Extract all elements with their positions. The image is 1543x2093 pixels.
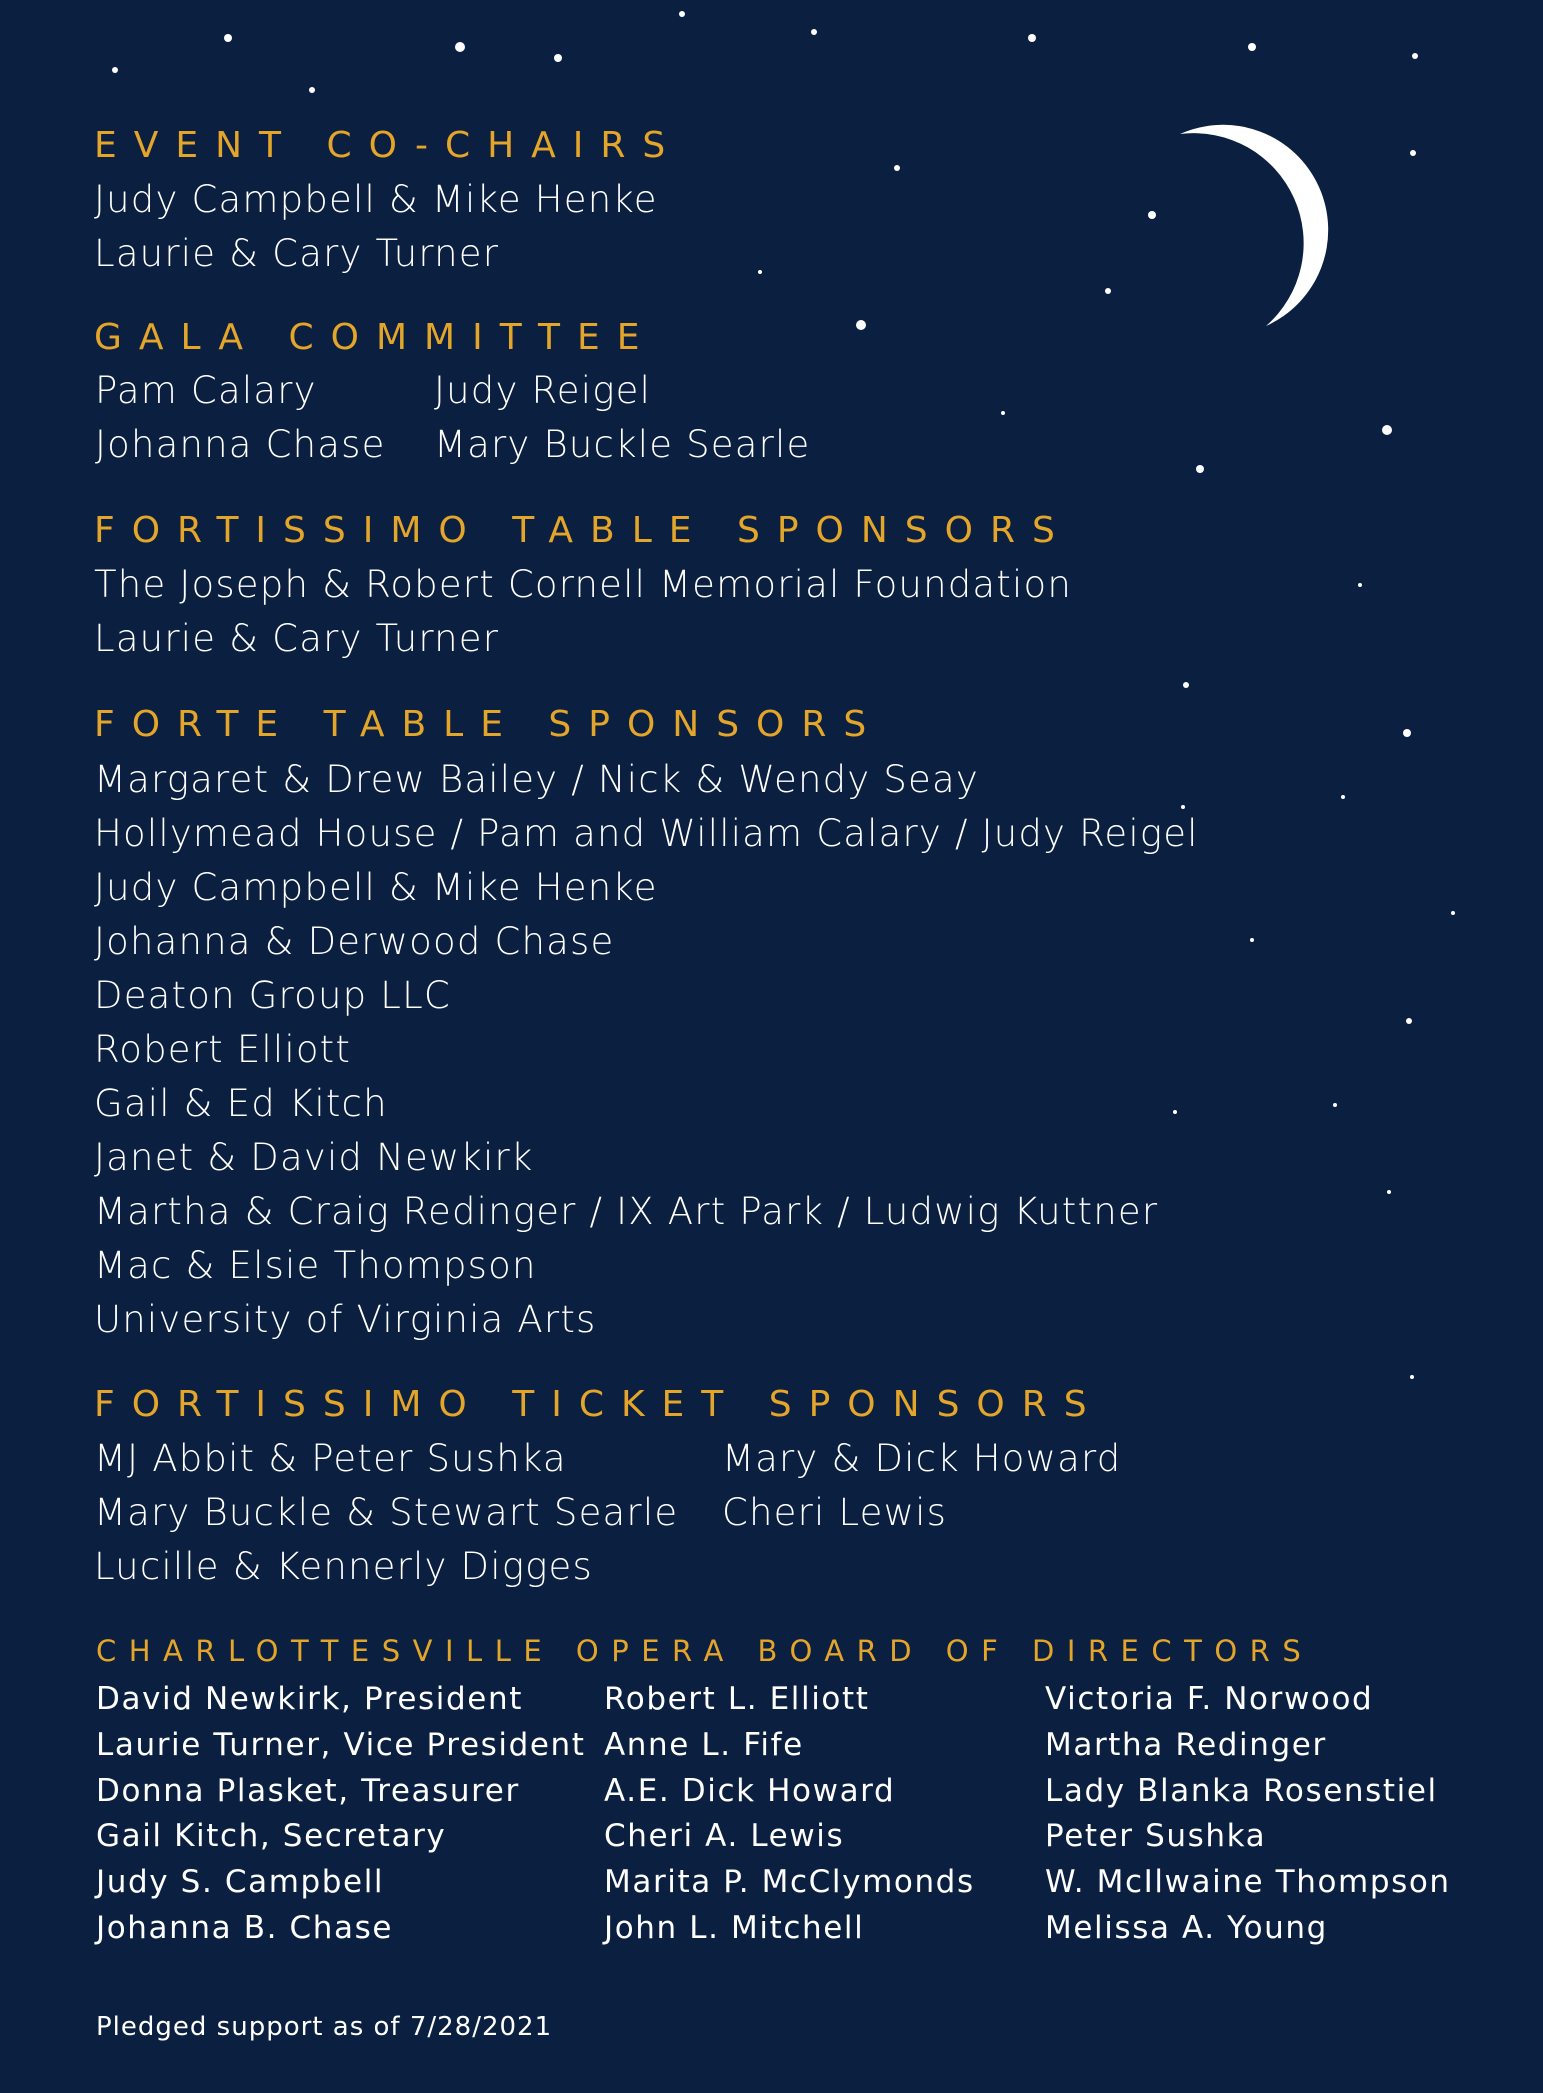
list-item: Anne L. Fife [604,1726,804,1763]
fortissimo-ticket-sponsors-col1 [94,1432,678,1594]
list-item: Victoria F. Norwood [1045,1681,1374,1717]
list-item: Judy Reigel [434,369,652,412]
list-item: Judy Campbell & Mike Henke [94,866,658,909]
gala-committee-col1 [95,364,386,472]
list-item: W. McIlwaine Thompson [1045,1864,1451,1901]
list-item: David Newkirk, President [96,1681,523,1717]
list-item: Mary Buckle Searle [434,423,811,466]
list-item: Mary & Dick Howard [722,1437,1122,1480]
forte-table-sponsors-list [94,753,1199,1347]
list-item: Melissa A. Young [1045,1909,1328,1946]
list-item: Martha Redinger [1045,1726,1327,1763]
list-item: Judy S. Campbell [96,1864,385,1901]
list-item: The Joseph & Robert Cornell Memorial Foundation [94,563,1072,606]
board-col1 [96,1677,586,1952]
pledged-support-footnote: Pledged support as of 7/28/2021 [96,2012,553,2042]
list-item: Marita P. McClymonds [604,1864,975,1901]
fortissimo-table-sponsors-list [94,558,1072,666]
list-item: Martha & Craig Redinger / IX Art Park / Ludwig Kuttner [94,1190,1159,1233]
list-item: Hollymead House / Pam and William Calary / Judy Reigel [94,812,1199,855]
list-item: Johanna B. Chase [96,1909,393,1946]
list-item: Mac & Elsie Thompson [94,1244,537,1287]
forte-table-sponsors-heading: FORTE TABLE SPONSORS [94,704,884,745]
list-item: A.E. Dick Howard [604,1772,896,1809]
list-item: Robert Elliott [94,1028,352,1071]
crescent-moon-icon [1160,118,1350,333]
list-item: John L. Mitchell [604,1909,865,1946]
list-item: Johanna & Derwood Chase [94,920,615,963]
list-item: Pam Calary [95,369,317,412]
list-item: Peter Sushka [1045,1818,1267,1855]
list-item: MJ Abbit & Peter Sushka [94,1437,567,1480]
list-item: Mary Buckle & Stewart Searle [94,1491,679,1534]
list-item: Gail Kitch, Secretary [96,1818,447,1855]
list-item: Johanna Chase [95,423,386,466]
board-col3 [1045,1677,1451,1952]
gala-committee-heading: GALA COMMITTEE [94,317,657,358]
event-co-chairs-heading: EVENT CO-CHAIRS [94,125,683,166]
list-item: Janet & David Newkirk [94,1136,534,1179]
list-item: Laurie & Cary Turner [94,617,500,660]
fortissimo-table-sponsors-heading: FORTISSIMO TABLE SPONSORS [94,510,1072,551]
board-of-directors-heading: CHARLOTTESVILLE OPERA BOARD OF DIRECTORS [96,1634,1314,1668]
list-item: Lucille & Kennerly Digges [94,1545,593,1588]
list-item: University of Virginia Arts [94,1298,597,1341]
list-item: Gail & Ed Kitch [94,1082,388,1125]
list-item: Judy Campbell & Mike Henke [94,178,658,221]
list-item: Laurie & Cary Turner [94,232,500,275]
fortissimo-ticket-sponsors-col2 [722,1432,1121,1540]
list-item: Lady Blanka Rosenstiel [1045,1772,1438,1809]
list-item: Donna Plasket, Treasurer [96,1772,520,1809]
board-col2 [604,1677,975,1952]
gala-committee-col2 [434,364,811,472]
event-co-chairs-list [94,173,658,281]
list-item: Cheri Lewis [722,1491,948,1534]
fortissimo-ticket-sponsors-heading: FORTISSIMO TICKET SPONSORS [94,1384,1104,1425]
list-item: Margaret & Drew Bailey / Nick & Wendy Seay [94,758,979,801]
list-item: Deaton Group LLC [94,974,451,1017]
list-item: Cheri A. Lewis [604,1818,845,1855]
list-item: Robert L. Elliott [604,1681,870,1717]
list-item: Laurie Turner, Vice President [96,1726,586,1763]
